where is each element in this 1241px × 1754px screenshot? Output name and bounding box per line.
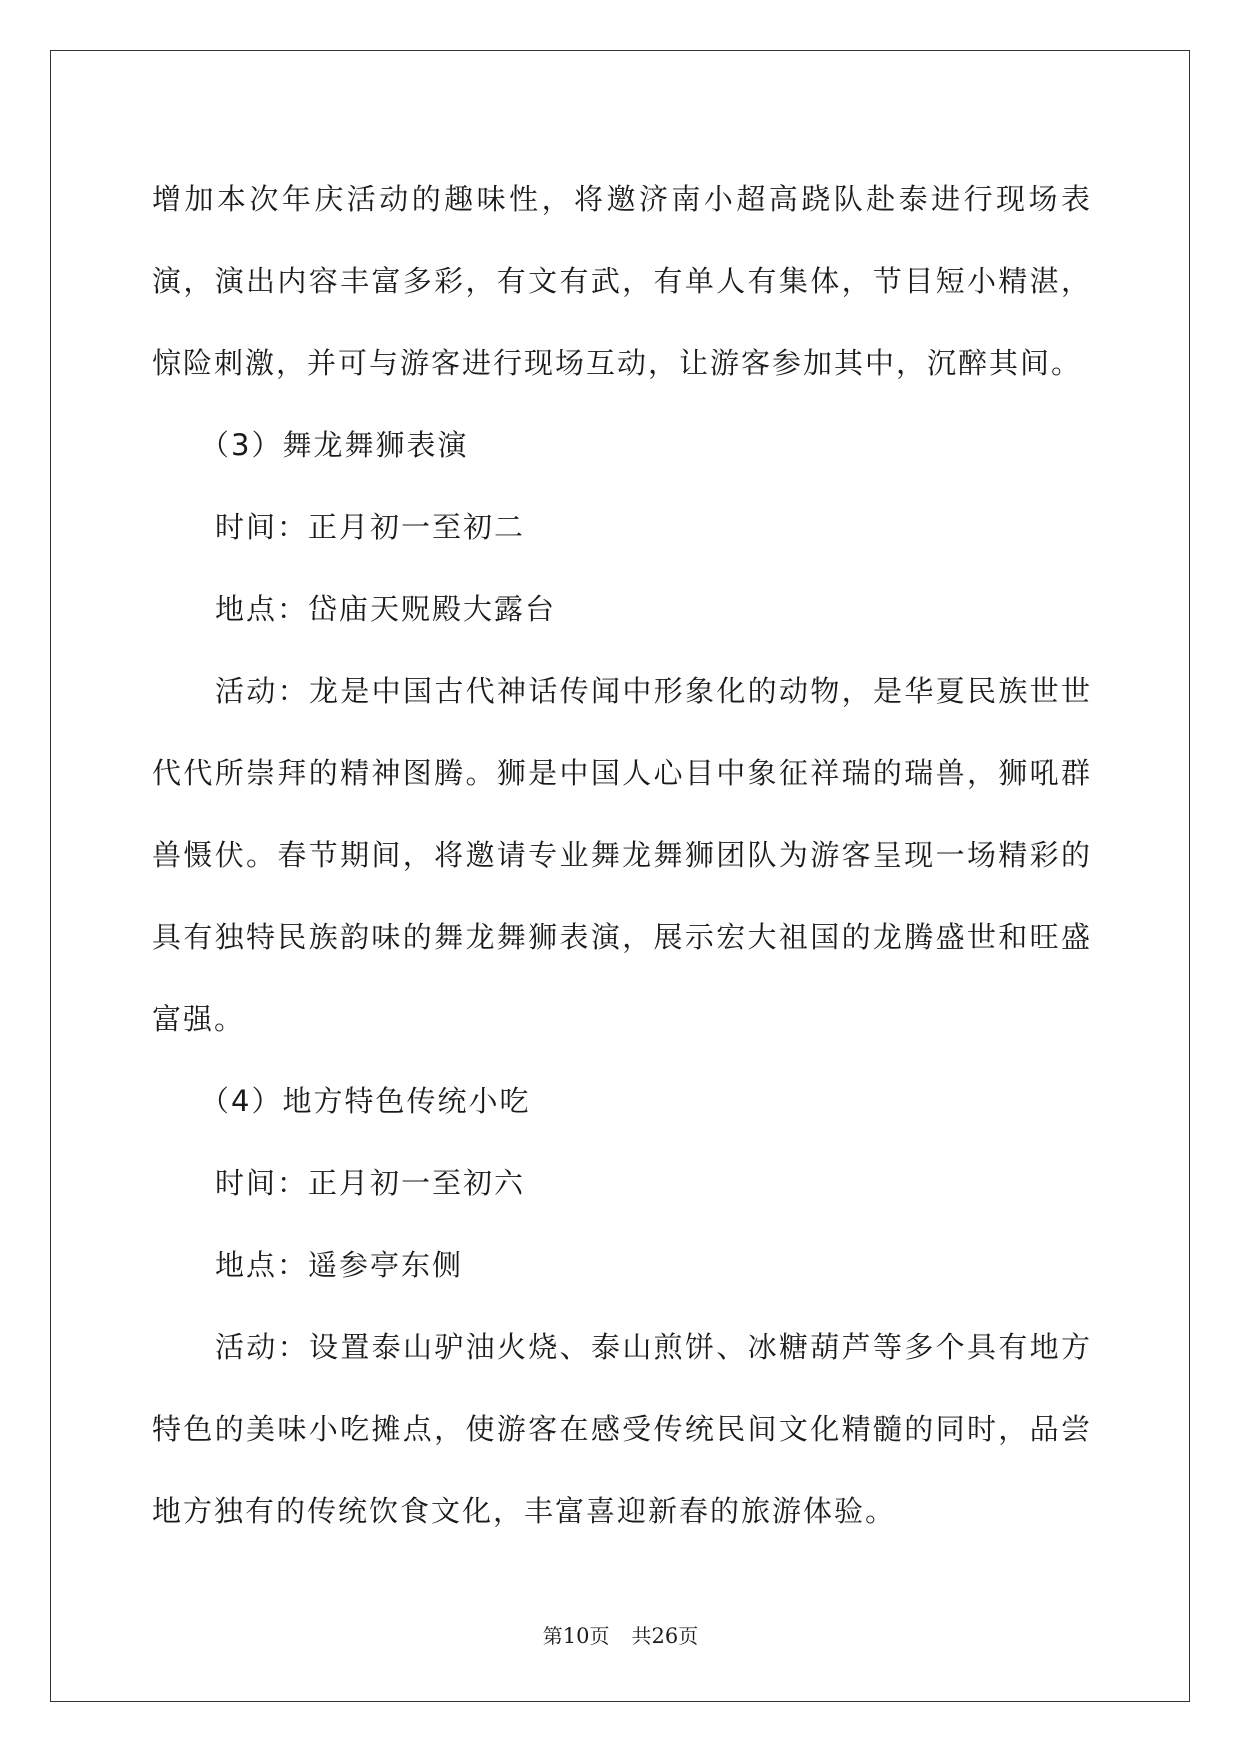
page-suffix: 页 [589,1624,610,1648]
section-heading-dragon-lion-dance: （3）舞龙舞狮表演 [200,428,469,462]
total-suffix: 页 [678,1624,699,1648]
document-body [152,158,1092,1552]
page-prefix: 第 [542,1624,563,1648]
paragraph-continuation: 增加本次年庆活动的趣味性，将邀济南小超高跷队赴泰进行现场表演，演出内容丰富多彩，有文有武，有单人有集体，节目短小精湛，惊险刺激，并可与游客进行现场互动，让游客参加其中，沉醉其间。 [152,182,1092,380]
paragraph-time: 时间：正月初一至初六 [215,1166,526,1200]
paragraph-activity: 活动：设置泰山驴油火烧、泰山煎饼、冰糖葫芦等多个具有地方特色的美味小吃摊点，使游客在感受传统民间文化精髓的同时，品尝地方独有的传统饮食文化，丰富喜迎新春的旅游体验。 [152,1330,1092,1528]
total-pages: 26 [651,1624,679,1648]
paragraph-time: 时间：正月初一至初二 [215,510,526,544]
paragraph-activity: 活动：龙是中国古代神话传闻中形象化的动物，是华夏民族世世代代所崇拜的精神图腾。狮是中国人心目中象征祥瑞的瑞兽，狮吼群兽慑伏。春节期间，将邀请专业舞龙舞狮团队为游客呈现一场精彩的具有独特民族韵味的舞龙舞狮表演，展示宏大祖国的龙腾盛世和旺盛富强。 [152,674,1092,1036]
page-number: 10 [562,1624,590,1648]
total-prefix: 共 [631,1624,652,1648]
section-heading-local-snacks: （4）地方特色传统小吃 [200,1084,531,1118]
page-footer [0,1620,1241,1649]
paragraph-location: 地点：遥参亭东侧 [215,1248,464,1282]
paragraph-location: 地点：岱庙天贶殿大露台 [215,592,557,626]
